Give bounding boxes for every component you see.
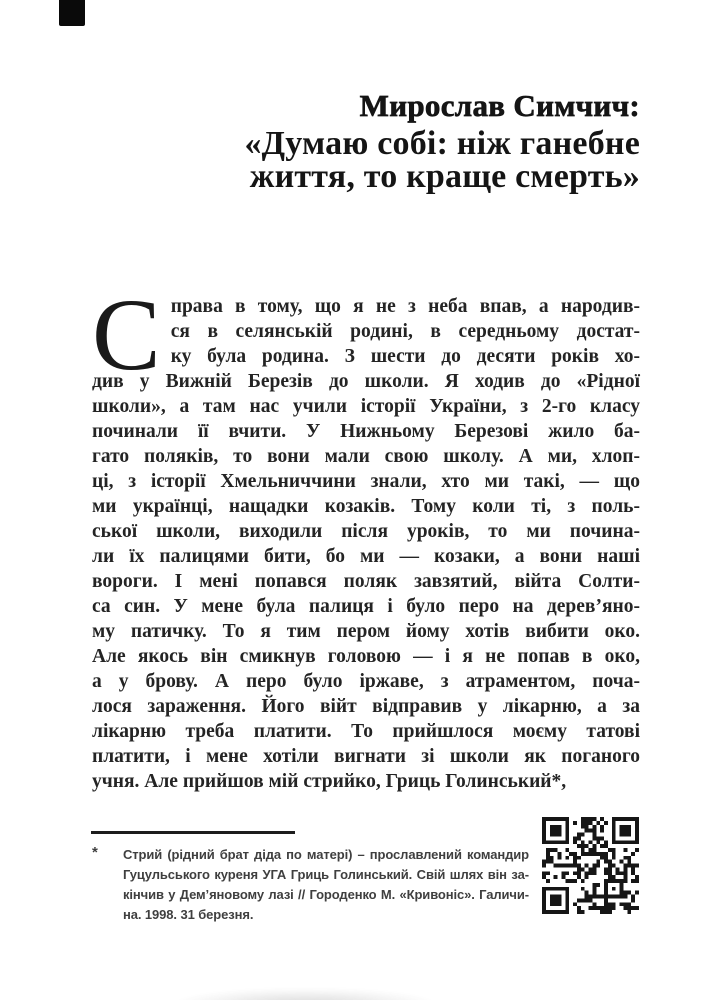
text-line: школи», а там нас учили історії України, з 2-го класу xyxy=(92,396,640,417)
text-line: гато поляків, то вони мали свою школу. А ми, хлоп- xyxy=(92,446,640,467)
page-title xyxy=(90,90,640,193)
text-line: права в тому, що я не з неба впав, а народив- xyxy=(170,296,640,317)
footnote-text xyxy=(123,845,529,925)
text-line: ку була родина. З шести до десяти років хо- xyxy=(170,346,640,367)
text-line: ми українці, нащадки козаків. Тому коли ті, з поль- xyxy=(92,496,640,517)
text-line: починали її вчити. У Нижньому Березові жило ба- xyxy=(92,421,640,442)
text-line: вороги. І мені попався поляк завзятий, війта Солти- xyxy=(92,571,640,592)
text-line: на. 1998. 31 березня. xyxy=(123,907,254,922)
text-line: ської школи, виходили після уроків, то ми почина- xyxy=(92,521,640,542)
chapter-tab-marker-icon xyxy=(59,0,85,26)
text-line: Гуцульського куреня УГА Гриць Голинський. Свій шлях він за- xyxy=(123,867,529,882)
text-line: ли їх палицями бити, бо ми — козаки, а вони наші xyxy=(92,546,640,567)
text-line: платити, і мене хотіли вигнати зі школи як поганого xyxy=(92,746,640,767)
title-name: Мирослав Симчич: xyxy=(359,88,640,123)
text-line: ці, з історії Хмельниччини знали, хто ми такі, — що xyxy=(92,471,640,492)
title-quote-line2: життя, то краще смерть» xyxy=(249,158,640,195)
qr-code-icon xyxy=(542,817,639,914)
body-lines xyxy=(92,278,640,794)
text-line: Стрий (рідний брат діда по матері) – прославлений командир xyxy=(123,847,529,862)
title-quote xyxy=(90,127,640,193)
footnote-marker: * xyxy=(92,844,98,861)
footnote-rule xyxy=(91,831,295,834)
drop-cap: С xyxy=(92,278,161,392)
body-paragraph xyxy=(92,278,640,794)
text-line: Але якось він смикнув головою — і я не попав в око, xyxy=(92,646,640,667)
text-line: див у Вижній Березів до школи. Я ходив до «Рідної xyxy=(92,371,640,392)
text-line: лося зараження. Його війт відправив у лікарню, а за xyxy=(92,696,640,717)
text-line: кінчив у Дем’яновому лазі // Городенко М. «Кривоніс». Галичи- xyxy=(123,887,529,902)
text-line: лікарню треба платити. То прийшлося моєму татові xyxy=(92,721,640,742)
text-line: ся в селянській родині, в середньому достат- xyxy=(170,321,640,342)
footnote-lines xyxy=(123,845,529,925)
text-line: му патичку. То я тим пером йому хотів вибити око. xyxy=(92,621,640,642)
title-quote-line1: «Думаю собі: ніж ганебне xyxy=(244,125,640,162)
text-line: а у брову. А перо було іржаве, з атраментом, поча- xyxy=(92,671,640,692)
page-edge-shadow xyxy=(170,988,440,1000)
text-line: са син. У мене була палиця і було перо на дерев’яно- xyxy=(92,596,640,617)
text-line: учня. Але прийшов мій стрийко, Гриць Голинський*, xyxy=(92,771,567,792)
